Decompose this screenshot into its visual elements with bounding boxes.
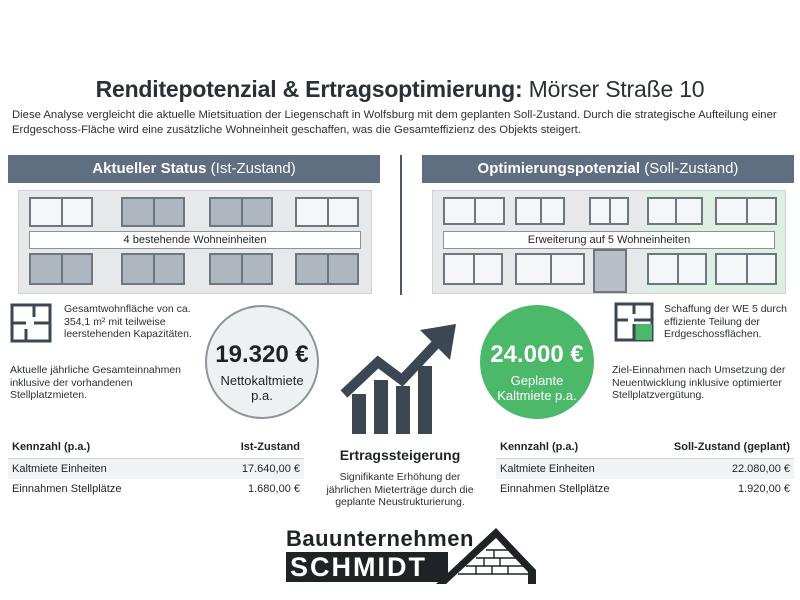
left-band-bold: Aktueller Status: [92, 160, 207, 177]
table-cell: Kaltmiete Einheiten: [496, 459, 641, 480]
growth-chart-icon: [340, 322, 462, 436]
planned-metrics-table: [496, 436, 794, 499]
table-row: [8, 459, 304, 480]
entrance-door: [593, 249, 627, 293]
table-header: Ist-Zustand: [196, 436, 304, 459]
left-income-description: Aktuelle jährliche Gesamteinnahmen inklusive der vorhandenen Stellplatzmieten.: [10, 364, 182, 401]
table-cell: Einnahmen Stellplätze: [500, 483, 610, 495]
right-facade-label: Erweiterung auf 5 Wohneinheiten: [443, 231, 775, 249]
window: [29, 253, 93, 285]
window: [443, 253, 503, 285]
left-area-description: Gesamtwohnfläche von ca. 354,1 m² mit teilweise leerstehenden Kapazitäten.: [64, 303, 192, 340]
floorplan-icon: [10, 303, 52, 343]
current-rent-circle: [205, 305, 319, 419]
window: [515, 253, 585, 285]
table-cell: 17.640,00 €: [196, 459, 304, 480]
table-row: [8, 479, 304, 499]
title-light: Mörser Straße 10: [528, 76, 705, 102]
table-header: Kennzahl (p.a.): [496, 436, 641, 459]
intro-text: Diese Analyse vergleicht die aktuelle Mietsituation der Liegenschaft in Wolfsburg mit dem geplanten Soll-Zustand. Durch die strategische Aufteilung einer Erdgeschoss-Fläche wird eine zusätzliche Wohneinheit geschaffen, was die Gesamteffizienz des Objekts steigert.: [12, 109, 777, 136]
floorplan-split-icon: [614, 302, 654, 342]
window: [443, 197, 505, 225]
window: [209, 253, 273, 285]
right-income-description: Ziel-Einnahmen nach Umsetzung der Neuentwicklung inklusive optimierter Stellplatzvergütung.: [612, 364, 786, 401]
growth-title: Ertragssteigerung: [339, 447, 461, 463]
right-band-bold: Optimierungspotenzial: [477, 160, 641, 177]
window: [295, 253, 359, 285]
right-section-header: [422, 155, 794, 183]
window: [29, 197, 93, 227]
right-band-light: (Soll-Zustand): [644, 160, 739, 177]
planned-rent-circle: [480, 305, 594, 419]
table-cell: 1.920,00 €: [738, 483, 790, 495]
window: [715, 197, 777, 225]
window: [589, 197, 629, 225]
table-cell: 22.080,00 €: [641, 459, 794, 480]
table-header: Soll-Zustand (geplant): [641, 436, 794, 459]
window: [209, 197, 273, 227]
table-header: Kennzahl (p.a.): [8, 436, 196, 459]
table-header-row: [496, 436, 794, 459]
logo-line1: Bauunternehmen: [286, 526, 474, 551]
left-section-header: [8, 155, 380, 183]
page-title: [0, 76, 800, 103]
table-cell: Kaltmiete Einheiten: [8, 459, 196, 480]
table-header-row: [8, 436, 304, 459]
table-row: [496, 479, 794, 499]
table-cell: 1.680,00 €: [248, 483, 300, 495]
title-bold: Renditepotenzial & Ertragsoptimierung:: [95, 76, 523, 102]
window: [647, 197, 703, 225]
window: [715, 253, 777, 285]
window: [515, 197, 565, 225]
left-building-facade: [18, 190, 372, 294]
left-facade-label: 4 bestehende Wohneinheiten: [29, 231, 361, 249]
window: [121, 197, 185, 227]
current-rent-label: Nettokaltmiete p.a.: [220, 373, 304, 403]
window: [121, 253, 185, 285]
table-row: [496, 459, 794, 480]
right-area-description: Schaffung der WE 5 durch effiziente Teilung der Erdgeschossflächen.: [664, 303, 787, 340]
current-metrics-table: [8, 436, 304, 499]
window: [295, 197, 359, 227]
table-cell: Einnahmen Stellplätze: [12, 483, 122, 495]
planned-rent-value: 24.000 €: [490, 341, 584, 368]
company-logo: [286, 526, 536, 586]
right-building-facade: [432, 190, 786, 294]
logo-line2: SCHMIDT: [290, 552, 427, 582]
left-band-light: (Ist-Zustand): [210, 160, 296, 177]
current-rent-value: 19.320 €: [215, 341, 309, 368]
planned-rent-label: Geplante Kaltmiete p.a.: [497, 373, 577, 403]
growth-text: Signifikante Erhöhung der jährlichen Mieterträge durch die geplante Neustrukturierung.: [326, 471, 474, 508]
window: [647, 253, 707, 285]
section-divider: [400, 155, 402, 295]
